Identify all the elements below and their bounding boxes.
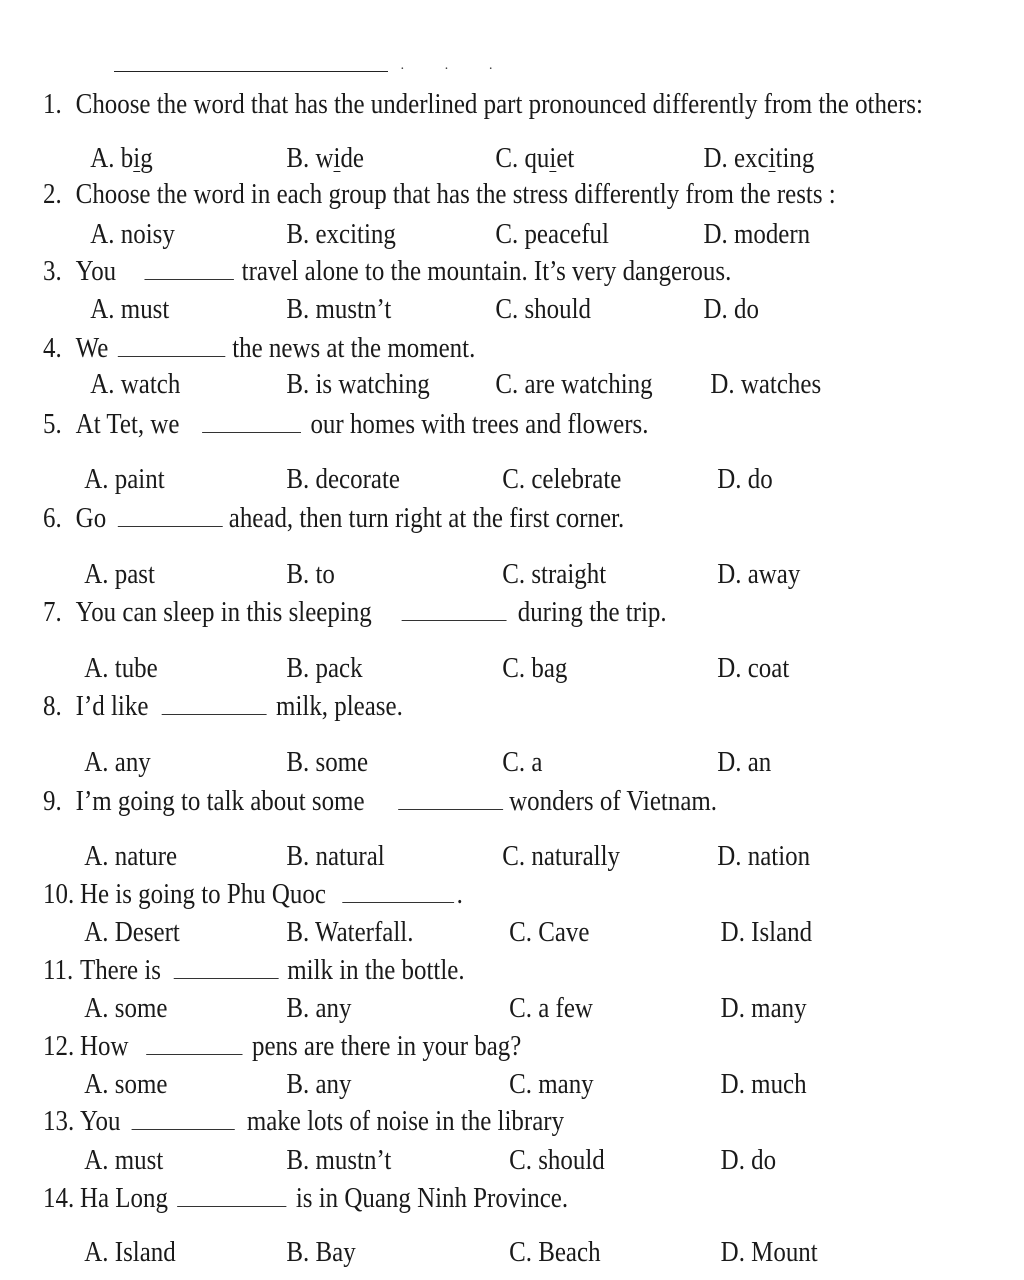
question-number: 2. xyxy=(43,178,62,210)
answer-blank[interactable] xyxy=(202,432,301,433)
question-text-after: milk in the bottle. xyxy=(287,954,465,986)
question-text-after: during the trip. xyxy=(517,596,667,628)
option-b[interactable]: B. mustn’t xyxy=(286,293,392,325)
answer-blank[interactable] xyxy=(146,1054,242,1055)
option-c[interactable]: C. straight xyxy=(502,558,607,590)
question-text-before: He is going to Phu Quoc xyxy=(79,878,326,910)
option-d[interactable]: D. exciting xyxy=(703,142,815,174)
question-text-after: travel alone to the mountain. It’s very dangerous. xyxy=(241,255,732,287)
option-b[interactable]: B. natural xyxy=(286,840,385,872)
option-d[interactable]: D. Island xyxy=(720,916,813,948)
option-c[interactable]: C. Beach xyxy=(509,1236,601,1268)
option-c[interactable]: C. are watching xyxy=(495,368,653,400)
scan-specks: · · · xyxy=(400,62,511,77)
question-text-after: . xyxy=(456,878,463,910)
option-c[interactable]: C. should xyxy=(509,1144,605,1176)
underlined-letter: i xyxy=(333,142,341,174)
option-a[interactable]: A. tube xyxy=(84,652,158,684)
option-c[interactable]: C. bag xyxy=(502,652,568,684)
option-d[interactable]: D. away xyxy=(717,558,801,590)
option-b[interactable]: B. to xyxy=(286,558,335,590)
option-a[interactable]: A. watch xyxy=(90,368,181,400)
question-text-after: the news at the moment. xyxy=(232,332,476,364)
question-text-before: You can sleep in this sleeping xyxy=(75,596,372,628)
question-text-after: milk, please. xyxy=(276,690,403,722)
question-text-after: make lots of noise in the library xyxy=(246,1105,565,1137)
option-d[interactable]: D. an xyxy=(717,746,772,778)
answer-blank[interactable] xyxy=(118,356,226,357)
question-text-before: Ha Long xyxy=(79,1182,168,1214)
question-number: 4. xyxy=(43,332,62,364)
option-a[interactable]: A. past xyxy=(84,558,155,590)
option-b[interactable]: B. Waterfall. xyxy=(286,916,414,948)
option-b[interactable]: B. is watching xyxy=(286,368,430,400)
question-text-before: At Tet, we xyxy=(75,408,180,440)
top-rule xyxy=(114,71,388,72)
question-text-after: is in Quang Ninh Province. xyxy=(295,1182,569,1214)
option-d[interactable]: D. modern xyxy=(703,218,811,250)
question-number: 9. xyxy=(43,785,62,817)
question-text-after: wonders of Vietnam. xyxy=(509,785,718,817)
question-text-before: I’m going to talk about some xyxy=(75,785,365,817)
option-a[interactable]: A. must xyxy=(90,293,170,325)
question-number: 6. xyxy=(43,502,62,534)
option-c[interactable]: C. quiet xyxy=(495,142,575,174)
question-text-before: Go xyxy=(75,502,107,534)
question-number: 7. xyxy=(43,596,62,628)
option-c[interactable]: C. should xyxy=(495,293,591,325)
question-number: 12. xyxy=(43,1030,75,1062)
answer-blank[interactable] xyxy=(162,714,267,715)
answer-blank[interactable] xyxy=(132,1129,235,1130)
answer-blank[interactable] xyxy=(342,902,454,903)
question-text-before: There is xyxy=(79,954,162,986)
question-number: 13. xyxy=(43,1105,75,1137)
option-a[interactable]: A. paint xyxy=(84,463,165,495)
option-a[interactable]: A. big xyxy=(90,142,153,174)
question-number: 1. xyxy=(43,88,62,120)
option-d[interactable]: D. do xyxy=(717,463,773,495)
option-d[interactable]: D. watches xyxy=(710,368,822,400)
question-number: 11. xyxy=(43,954,74,986)
option-a[interactable]: A. noisy xyxy=(90,218,175,250)
option-d[interactable]: D. do xyxy=(703,293,759,325)
option-b[interactable]: B. mustn’t xyxy=(286,1144,392,1176)
question-text-before: I’d like xyxy=(75,690,149,722)
option-a[interactable]: A. some xyxy=(84,992,168,1024)
question-text-before: You xyxy=(79,1105,121,1137)
question-text-after: pens are there in your bag? xyxy=(251,1030,522,1062)
question-text: Choose the word that has the underlined part pronounced differently from the others: xyxy=(75,88,923,120)
option-d[interactable]: D. coat xyxy=(717,652,790,684)
answer-blank[interactable] xyxy=(174,978,279,979)
answer-blank[interactable] xyxy=(177,1206,286,1207)
option-b[interactable]: B. some xyxy=(286,746,369,778)
option-b[interactable]: B. pack xyxy=(286,652,363,684)
option-c[interactable]: C. many xyxy=(509,1068,594,1100)
question-number: 3. xyxy=(43,255,62,287)
option-a[interactable]: A. some xyxy=(84,1068,168,1100)
option-b[interactable]: B. any xyxy=(286,992,352,1024)
option-c[interactable]: C. a xyxy=(502,746,543,778)
option-b[interactable]: B. decorate xyxy=(286,463,400,495)
answer-blank[interactable] xyxy=(118,526,223,527)
underlined-letter: i xyxy=(133,142,141,174)
option-c[interactable]: C. a few xyxy=(509,992,593,1024)
question-number: 14. xyxy=(43,1182,75,1214)
option-b[interactable]: B. exciting xyxy=(286,218,396,250)
option-a[interactable]: A. Island xyxy=(84,1236,176,1268)
option-d[interactable]: D. much xyxy=(720,1068,807,1100)
question-text: Choose the word in each group that has the stress differently from the rests : xyxy=(75,178,836,210)
option-c[interactable]: C. peaceful xyxy=(495,218,609,250)
option-c[interactable]: C. naturally xyxy=(502,840,620,872)
question-number: 10. xyxy=(43,878,75,910)
question-text-after: ahead, then turn right at the first corner. xyxy=(228,502,625,534)
answer-blank[interactable] xyxy=(144,279,233,280)
underlined-letter: i xyxy=(549,142,557,174)
option-a[interactable]: A. nature xyxy=(84,840,178,872)
option-d[interactable]: D. nation xyxy=(717,840,811,872)
option-d[interactable]: D. Mount xyxy=(720,1236,818,1268)
answer-blank[interactable] xyxy=(398,809,503,810)
option-c[interactable]: C. celebrate xyxy=(502,463,622,495)
question-number: 5. xyxy=(43,408,62,440)
question-number: 8. xyxy=(43,690,62,722)
underlined-letter: i xyxy=(768,142,776,174)
option-b[interactable]: B. wide xyxy=(286,142,364,174)
answer-blank[interactable] xyxy=(402,620,507,621)
option-b[interactable]: B. any xyxy=(286,1068,352,1100)
option-c[interactable]: C. Cave xyxy=(509,916,590,948)
question-text-before: How xyxy=(79,1030,129,1062)
question-text-before: We xyxy=(75,332,109,364)
option-a[interactable]: A. Desert xyxy=(84,916,180,948)
option-d[interactable]: D. many xyxy=(720,992,807,1024)
option-d[interactable]: D. do xyxy=(720,1144,777,1176)
question-text-before: You xyxy=(75,255,117,287)
option-b[interactable]: B. Bay xyxy=(286,1236,356,1268)
option-a[interactable]: A. must xyxy=(84,1144,164,1176)
question-text-after: our homes with trees and flowers. xyxy=(310,408,649,440)
option-a[interactable]: A. any xyxy=(84,746,151,778)
